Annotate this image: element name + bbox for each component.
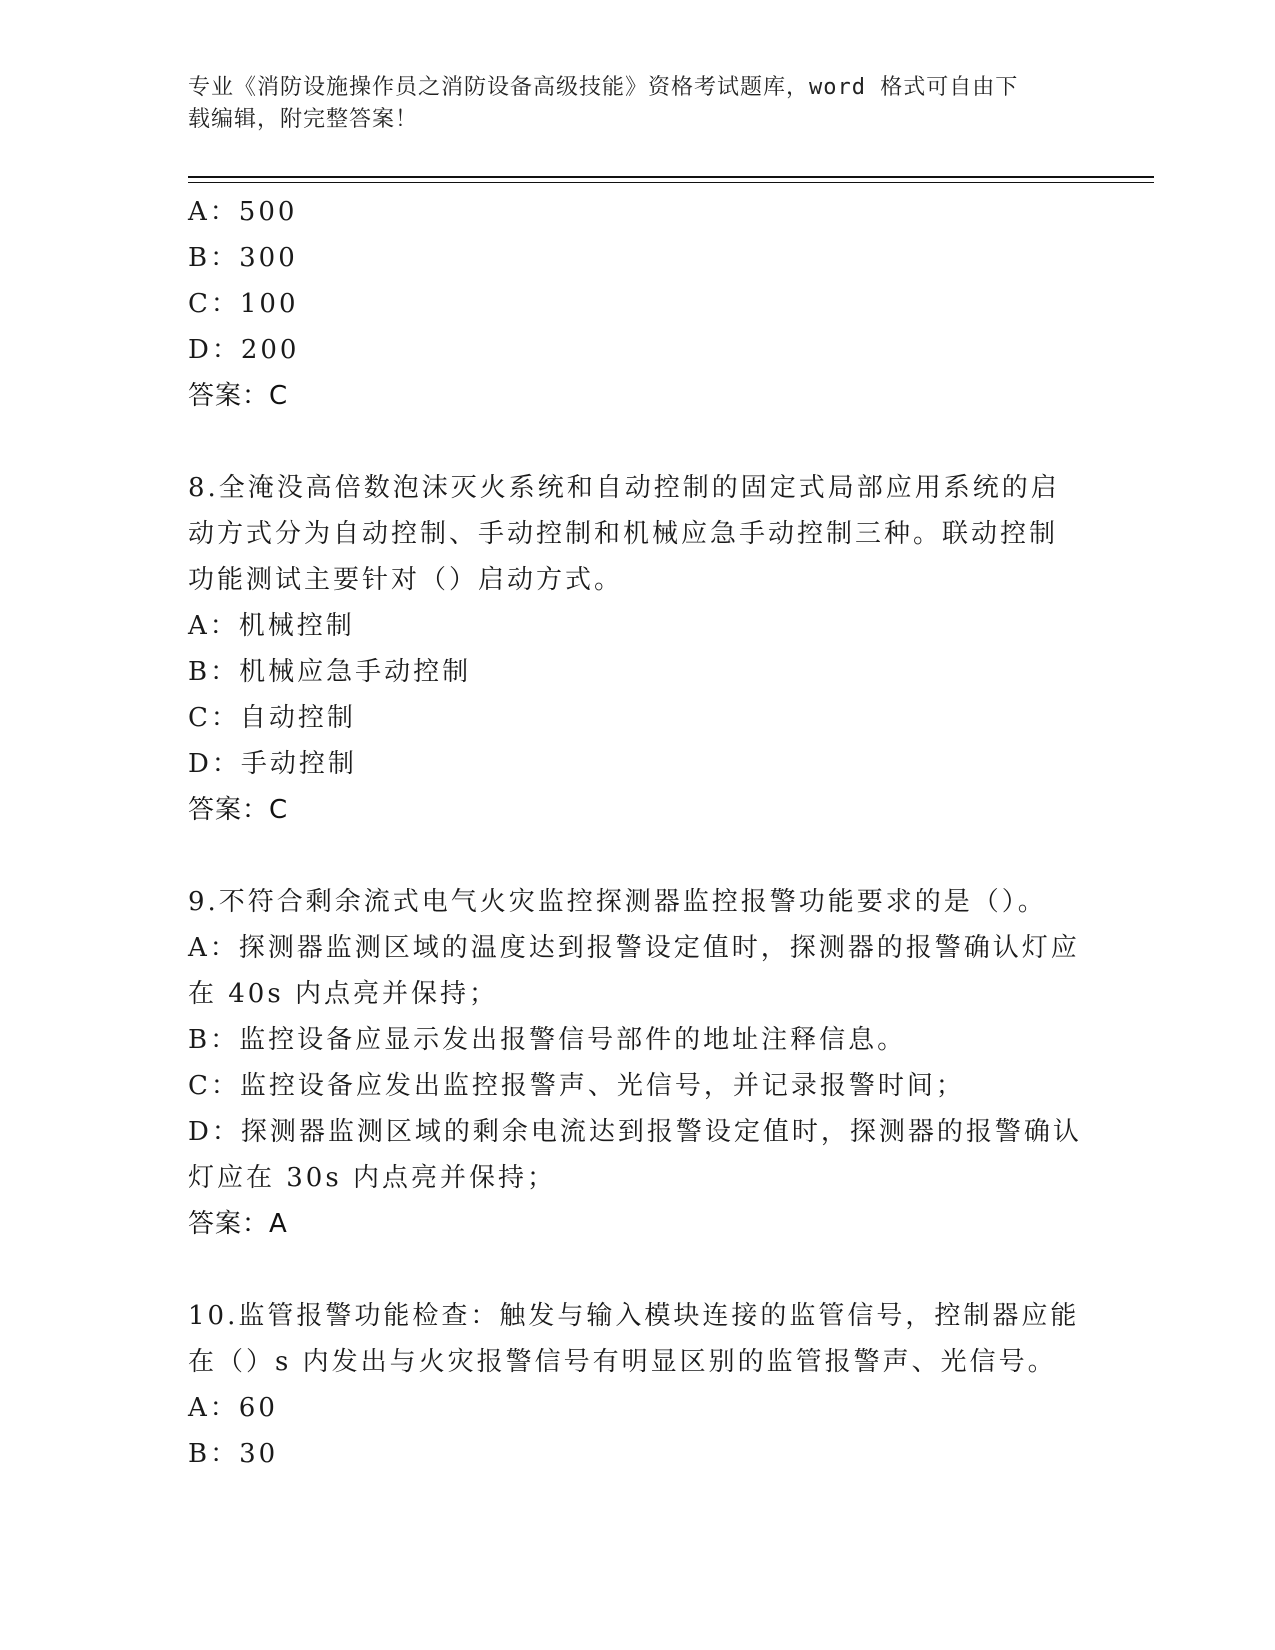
q9-answer: 答案：A — [188, 1209, 288, 1239]
q9-stem-line-1: 9.不符合剩余流式电气火灾监控探测器监控报警功能要求的是（）。 — [188, 887, 1047, 917]
question-8 — [188, 465, 1078, 833]
header-line-2: 载编辑，附完整答案！ — [188, 107, 419, 132]
q9-option-a-line-2: 在 40s 内点亮并保持； — [188, 979, 498, 1009]
q9-option-c: C：监控设备应发出监控报警声、光信号，并记录报警时间； — [188, 1071, 965, 1101]
question-10 — [188, 1293, 1078, 1477]
q7-option-a: A：500 — [188, 197, 298, 227]
q7-option-d: D：200 — [188, 335, 300, 365]
question-7 — [188, 189, 1078, 419]
document-header — [188, 72, 1068, 136]
header-divider-thin — [188, 182, 1154, 183]
question-9 — [188, 879, 1082, 1247]
q10-stem-line-2: 在（）s 内发出与火灾报警信号有明显区别的监管报警声、光信号。 — [188, 1347, 1057, 1377]
q10-stem-line-1: 10.监管报警功能检查：触发与输入模块连接的监管信号，控制器应能 — [188, 1301, 1080, 1331]
q9-option-a-line-1: A：探测器监测区域的温度达到报警设定值时，探测器的报警确认灯应 — [188, 933, 1080, 963]
q10-option-b: B：30 — [188, 1439, 279, 1469]
spacer — [188, 419, 1078, 465]
q8-answer: 答案：C — [188, 795, 289, 825]
q7-option-b: B：300 — [188, 243, 298, 273]
q8-stem-line-3: 功能测试主要针对（）启动方式。 — [188, 565, 624, 595]
q9-option-b: B：监控设备应显示发出报警信号部件的地址注释信息。 — [188, 1025, 907, 1055]
q8-option-b: B：机械应急手动控制 — [188, 657, 472, 687]
q8-option-d: D：手动控制 — [188, 749, 357, 779]
q8-option-a: A：机械控制 — [188, 611, 355, 641]
question-content — [188, 189, 1082, 1477]
q8-stem-line-1: 8.全淹没高倍数泡沫灭火系统和自动控制的固定式局部应用系统的启 — [188, 473, 1060, 503]
header-line-1: 专业《消防设施操作员之消防设备高级技能》资格考试题库，word 格式可自由下 — [188, 75, 1019, 100]
q7-answer: 答案：C — [188, 381, 289, 411]
q8-stem-line-2: 动方式分为自动控制、手动控制和机械应急手动控制三种。联动控制 — [188, 519, 1059, 549]
q9-option-d-line-1: D：探测器监测区域的剩余电流达到报警设定值时，探测器的报警确认 — [188, 1117, 1082, 1147]
q7-option-c: C：100 — [188, 289, 299, 319]
q10-option-a: A：60 — [188, 1393, 278, 1423]
spacer — [188, 833, 1078, 879]
q8-option-c: C：自动控制 — [188, 703, 356, 733]
spacer — [188, 1247, 1078, 1293]
header-divider-thick — [188, 176, 1154, 178]
q9-option-d-line-2: 灯应在 30s 内点亮并保持； — [188, 1163, 556, 1193]
